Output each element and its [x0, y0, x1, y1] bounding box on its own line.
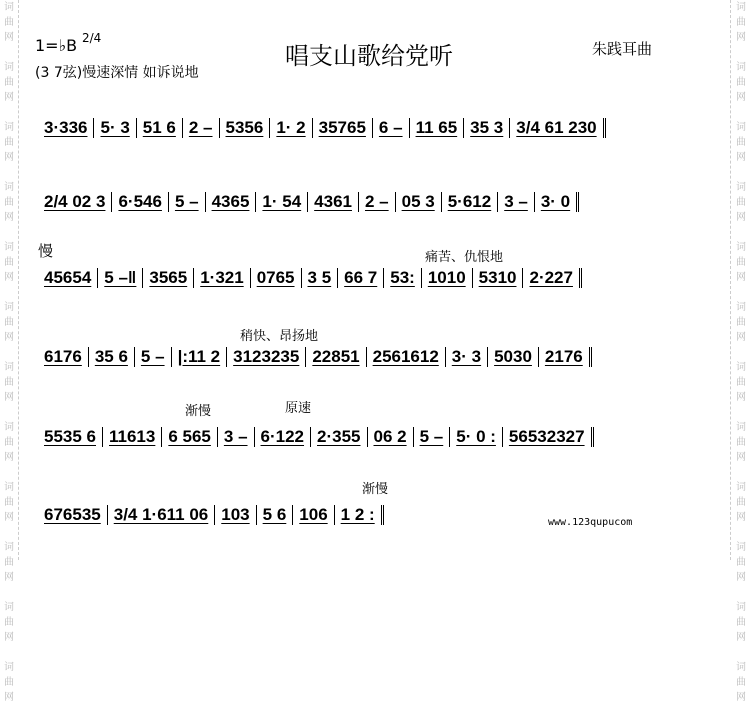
measure: 0765	[251, 268, 302, 288]
measure: 45654	[38, 268, 98, 288]
staff-line	[38, 347, 735, 367]
measure: 103	[215, 505, 256, 525]
measure: 6·122	[255, 427, 311, 447]
measure: 3 –	[498, 192, 535, 212]
annotation-rit-2: 渐慢	[362, 482, 389, 497]
annotation-painful: 痛苦、仇恨地	[425, 250, 504, 265]
measure: 66 7	[338, 268, 384, 288]
measure: 5 –‖	[98, 268, 143, 288]
measure: 1 2 :	[335, 505, 384, 525]
measure: 6·546	[112, 192, 168, 212]
annotation-slow: 慢	[38, 242, 54, 260]
staff-line	[38, 192, 735, 212]
page-title: 唱支山歌给党听	[285, 42, 453, 70]
tempo-text: (3 7弦)慢速深情 如诉说地	[35, 65, 199, 81]
annotation-faster: 稍快、昂扬地	[240, 329, 319, 344]
measure: 5·612	[442, 192, 498, 212]
staff-line	[38, 268, 735, 288]
measure: 06 2	[368, 427, 414, 447]
watermark-right: 词 曲 网 词 曲 网 词 曲 网 词 曲 网 词 曲 网 词 曲 网 词 曲 网 词 曲 网 词 曲 网 词 曲 网 词 曲 网 词 曲 网	[736, 2, 746, 703]
site-url: www.123qupucom	[548, 517, 633, 528]
measure: 11613	[103, 427, 162, 447]
measure: 4365	[206, 192, 257, 212]
measure: 2176	[539, 347, 592, 367]
measure: 5535 6	[38, 427, 103, 447]
measure: 2·227	[523, 268, 581, 288]
measure: 2 –	[183, 118, 220, 138]
measure: 6 –	[373, 118, 410, 138]
measure: 3123235	[227, 347, 306, 367]
measure: 1· 2	[270, 118, 312, 138]
measure: 3/4 61 230	[510, 118, 605, 138]
staff-line	[38, 427, 735, 447]
divider-left	[18, 0, 19, 560]
measure: 05 3	[396, 192, 442, 212]
annotation-rit-1: 渐慢	[185, 404, 212, 419]
measure: 3 –	[218, 427, 255, 447]
watermark-left: 词 曲 网 词 曲 网 词 曲 网 词 曲 网 词 曲 网 词 曲 网 词 曲 网 词 曲 网 词 曲 网 词 曲 网 词 曲 网 词 曲 网	[4, 2, 14, 703]
measure: 676535	[38, 505, 108, 525]
measure: 3·336	[38, 118, 94, 138]
measure: 5 –	[169, 192, 206, 212]
measure: |:11 2	[172, 347, 228, 367]
measure: 22851	[306, 347, 366, 367]
composer: 朱践耳曲	[592, 40, 653, 58]
measure: 5 6	[257, 505, 294, 525]
measure: 4361	[308, 192, 359, 212]
measure: 2·355	[311, 427, 367, 447]
key-signature: 1=♭B	[35, 36, 78, 55]
measure: 56532327	[503, 427, 594, 447]
measure: 35 3	[464, 118, 510, 138]
measure: 5· 3	[94, 118, 136, 138]
measure: 106	[293, 505, 334, 525]
measure: 3565	[143, 268, 194, 288]
measure: 2/4 02 3	[38, 192, 112, 212]
measure: 2561612	[367, 347, 446, 367]
measure: 5030	[488, 347, 539, 367]
measure: 1·321	[194, 268, 250, 288]
staff-line	[38, 118, 735, 138]
measure: 6 565	[162, 427, 218, 447]
measure: 2 –	[359, 192, 396, 212]
measure: 5· 0 :	[450, 427, 503, 447]
measure: 6176	[38, 347, 89, 367]
measure: 1· 54	[256, 192, 308, 212]
measure: 5 –	[135, 347, 172, 367]
measure: 35765	[313, 118, 373, 138]
measure: 51 6	[137, 118, 183, 138]
measure: 3/4 1·611 06	[108, 505, 216, 525]
time-signature: 2/4	[82, 31, 102, 45]
measure: 53:	[384, 268, 422, 288]
measure: 5310	[473, 268, 524, 288]
measure: 5356	[220, 118, 271, 138]
measure: 3· 0	[535, 192, 579, 212]
measure: 11 65	[410, 118, 465, 138]
measure: 3 5	[302, 268, 339, 288]
measure: 1010	[422, 268, 473, 288]
annotation-a-tempo: 原速	[285, 401, 312, 416]
measure: 5 –	[414, 427, 451, 447]
measure: 3· 3	[446, 347, 488, 367]
measure: 35 6	[89, 347, 135, 367]
